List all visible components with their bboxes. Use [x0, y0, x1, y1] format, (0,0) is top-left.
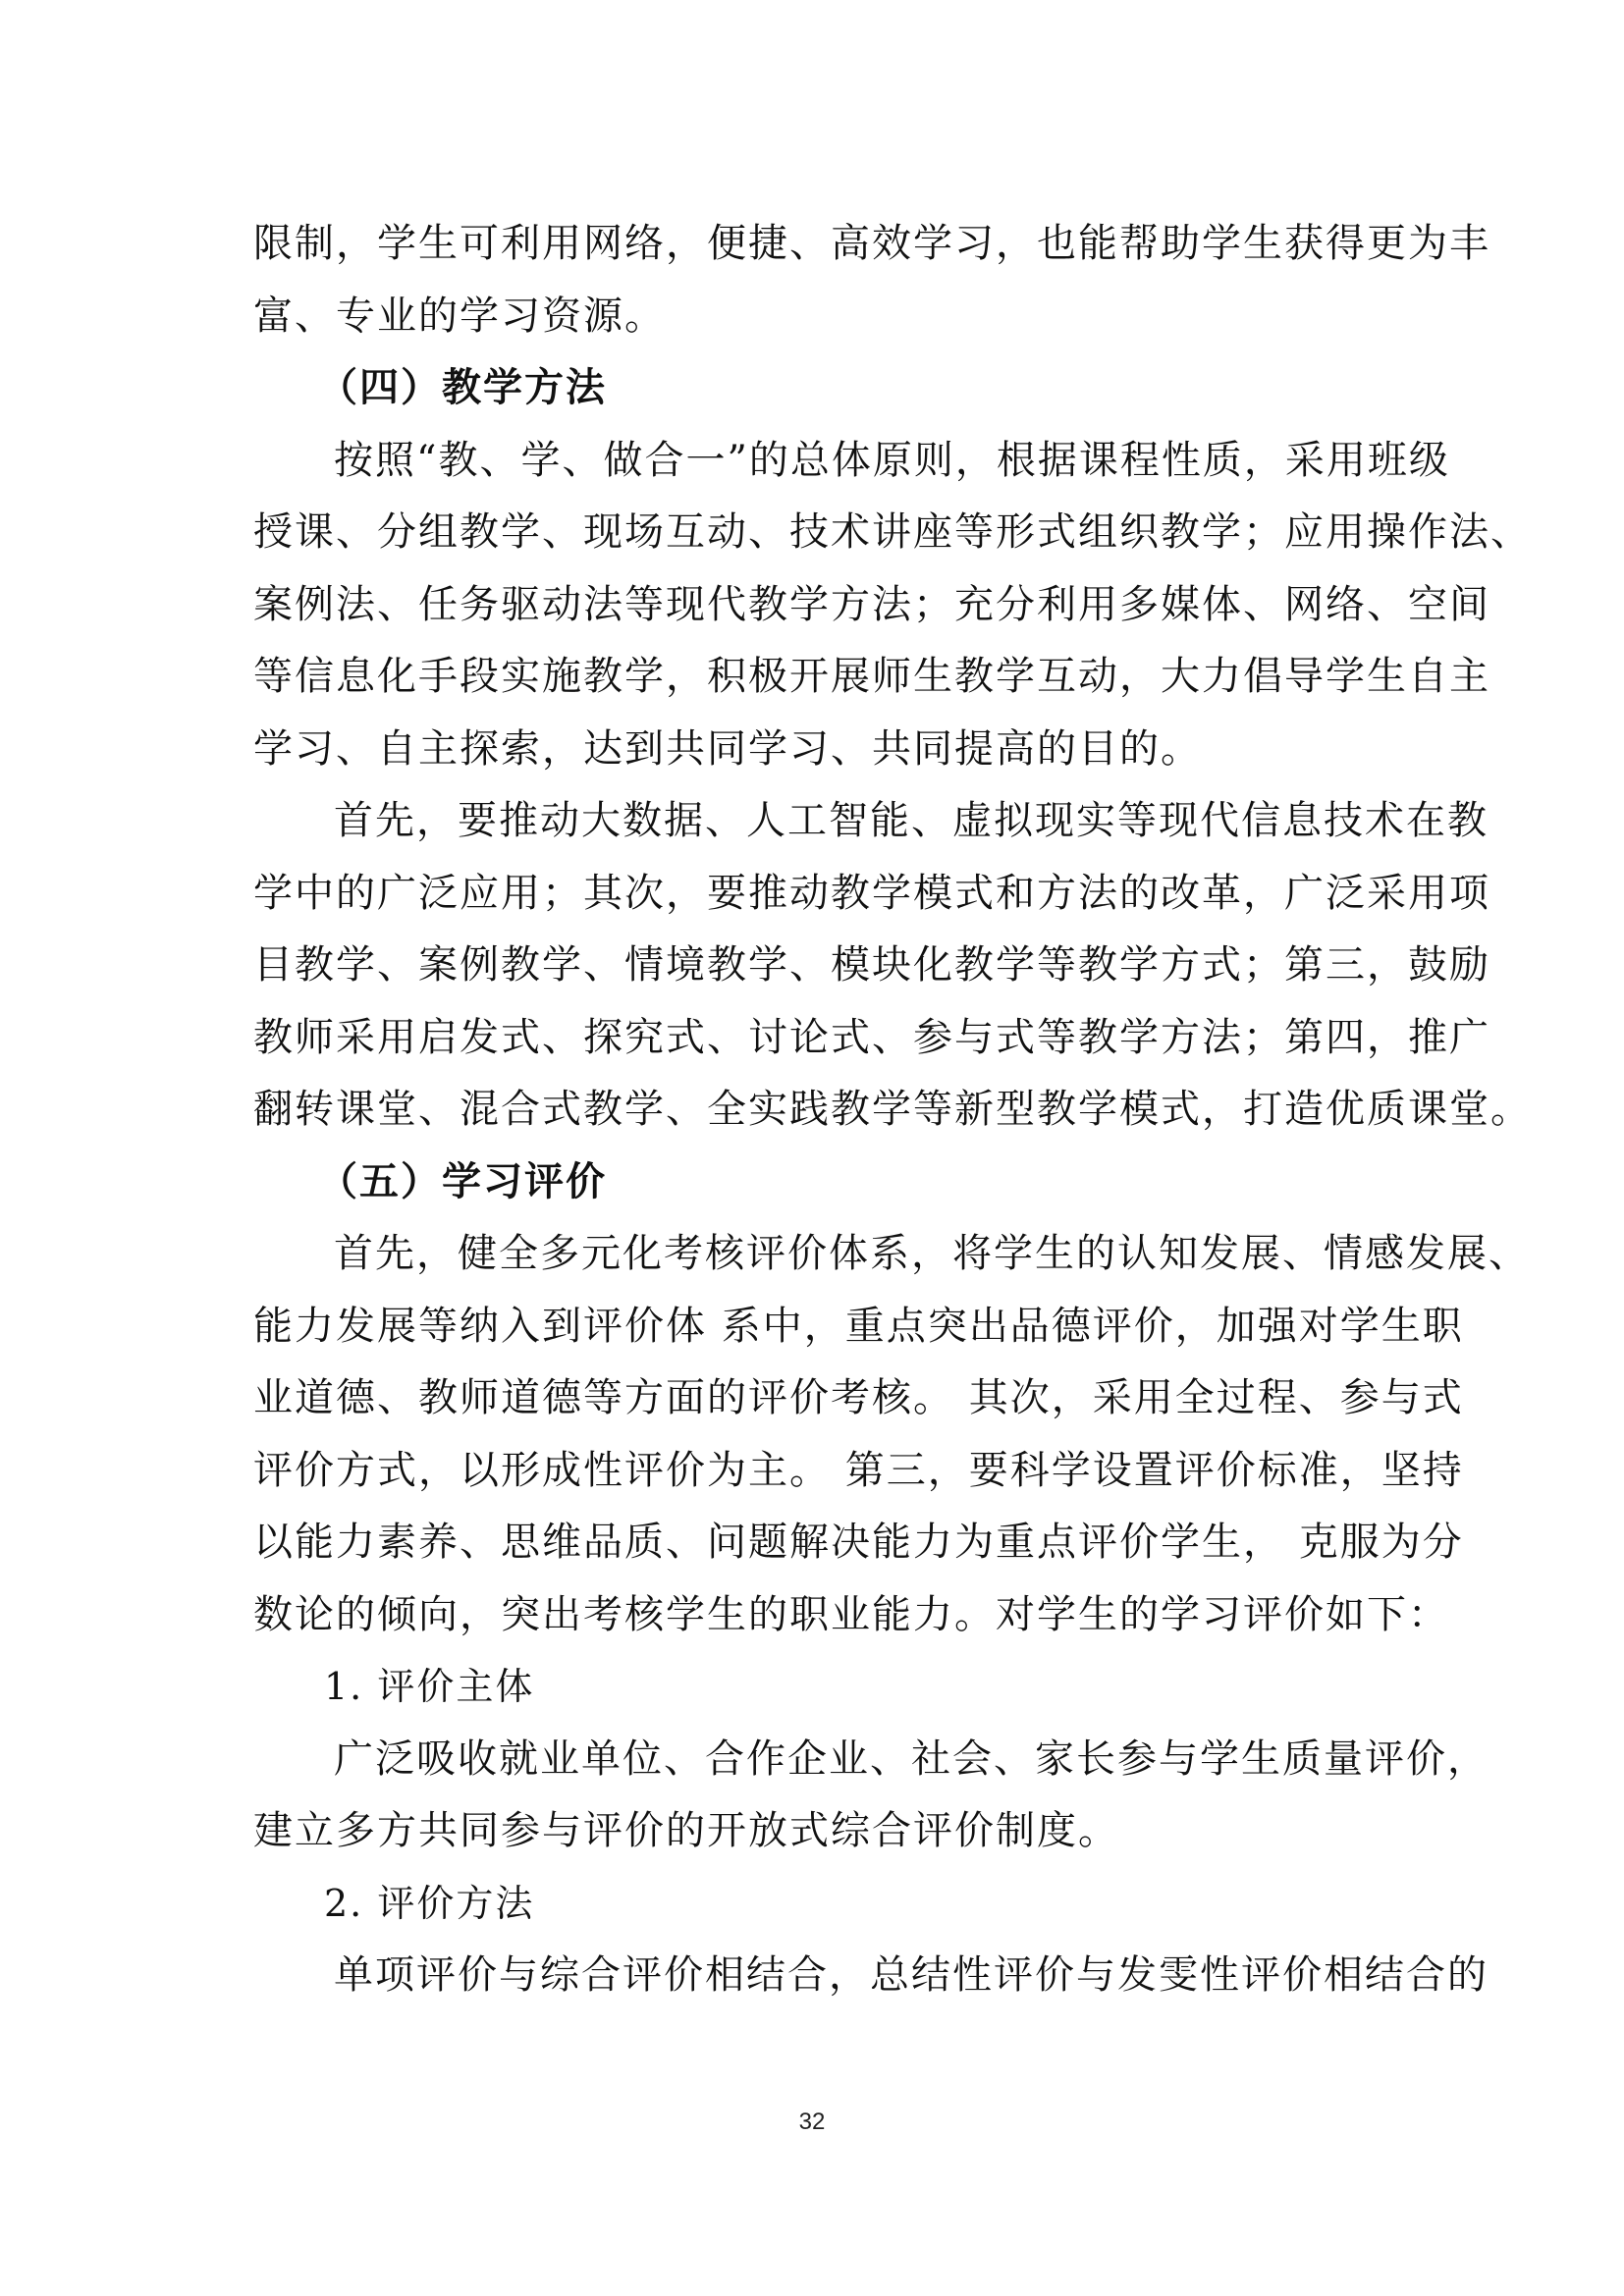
text-line: 业道德、教师道德等方面的评价考核。 其次，采用全过程、参与式 — [253, 1375, 1464, 1420]
text-line: 翻转课堂、混合式教学、全实践教学等新型教学模式，打造优质课堂。 — [253, 1087, 1532, 1132]
text-line: 数论的倾向，突出考核学生的职业能力。对学生的学习评价如下： — [253, 1591, 1449, 1637]
page-number: 32 — [798, 2109, 826, 2135]
text-line: 广泛吸收就业单位、合作企业、社会、家长参与学生质量评价， — [334, 1735, 1489, 1782]
paragraph-evaluation-method — [253, 1940, 1489, 2012]
text-line: 建立多方共同参与评价的开放式综合评价制度。 — [253, 1808, 1119, 1853]
text-line: 评价方式，以形成性评价为主。 第三，要科学设置评价标准，坚持 — [253, 1447, 1464, 1493]
paragraph-evaluation-subject — [253, 1724, 1489, 1868]
text-line: 限制，学生可利用网络，便捷、高效学习，也能帮助学生获得更为丰 — [253, 221, 1490, 266]
text-line: 授课、分组教学、现场互动、技术讲座等形式组织教学；应用操作法、 — [253, 509, 1532, 555]
text-line: 学习、自主探索，达到共同学习、共同提高的目的。 — [253, 725, 1202, 772]
text-line: 单项评价与综合评价相结合，总结性评价与发雯性评价相结合的 — [334, 1952, 1489, 1998]
paragraph-continued — [253, 208, 1490, 352]
text-line: 首先，健全多元化考核评价体系，将学生的认知发展、情感发展、 — [334, 1231, 1530, 1276]
page-body — [253, 208, 1532, 2012]
text-line: 按照“教、学、做合一”的总体原则，根据课程性质，采用班级 — [334, 437, 1450, 483]
text-line: 能力发展等纳入到评价体 系中，重点突出品德评价，加强对学生职 — [253, 1303, 1464, 1349]
subheading-evaluation-subject: 1. 评价主体 — [324, 1665, 535, 1708]
text-line: 富、专业的学习资源。 — [253, 293, 666, 339]
section-heading-teaching-methods: （四）教学方法 — [318, 365, 607, 410]
section-heading-learning-evaluation: （五）学习评价 — [318, 1158, 607, 1204]
paragraph-teaching-principle — [253, 425, 1532, 786]
text-line: 首先，要推动大数据、人工智能、虚拟现实等现代信息技术在教 — [334, 798, 1489, 843]
text-line: 教师采用启发式、探究式、讨论式、参与式等教学方法；第四，推广 — [253, 1014, 1490, 1060]
text-line: 目教学、案例教学、情境教学、模块化教学等教学方式；第三，鼓励 — [253, 942, 1490, 988]
subheading-evaluation-method: 2. 评价方法 — [324, 1881, 535, 1925]
text-line: 学中的广泛应用；其次，要推动教学模式和方法的改革，广泛采用项 — [253, 870, 1490, 916]
paragraph-evaluation-system — [253, 1218, 1530, 1651]
text-line: 案例法、任务驱动法等现代教学方法；充分利用多媒体、网络、空间 — [253, 581, 1490, 627]
paragraph-teaching-reform — [253, 785, 1532, 1147]
text-line: 以能力素养、思维品质、问题解决能力为重点评价学生， 克服为分 — [253, 1520, 1464, 1565]
text-line: 等信息化手段实施教学，积极开展师生教学互动，大力倡导学生自主 — [253, 654, 1490, 699]
